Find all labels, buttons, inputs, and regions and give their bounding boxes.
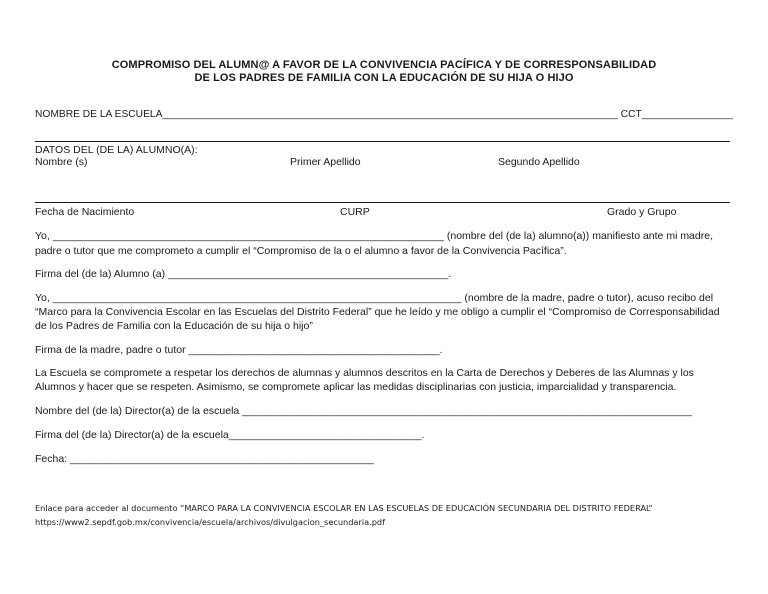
student-commitment-line-2: padre o tutor que me comprometo a cumplir el “Compromiso de la o el alumno a favor de la Convivencia Pacífica”.	[35, 245, 567, 257]
student-commitment-line-1: Yo, ___________________________________________________________________ (nombre del (de la) alumno(a)) manifiesto ante mi madre,	[35, 230, 713, 242]
name-label: Nombre (s)	[35, 156, 88, 168]
footer-url-link[interactable]: https://www2.sepdf.gob.mx/convivencia/escuela/archivos/divulgacion_secundaria.pdf	[35, 517, 385, 527]
student-data-top-rule	[35, 141, 730, 142]
parent-commitment-line-1: Yo, ______________________________________________________________________ (nombre de la madre, padre o tutor), acuso recibo del	[35, 292, 714, 304]
student-signature-field: Firma del (de la) Alumno (a) ________________________________________________.	[35, 268, 452, 280]
curp-label: CURP	[340, 206, 370, 218]
document-title-line-1: COMPROMISO DEL ALUMN@ A FAVOR DE LA CONVIVENCIA PACÍFICA Y DE CORRESPONSABILIDAD	[111, 59, 657, 71]
date-field: Fecha: ____________________________________________________	[35, 453, 374, 465]
footer-link-label: Enlace para acceder al documento “MARCO PARA LA CONVIVENCIA ESCOLAR EN LAS ESCUELAS DE EDUCACIÓN SECUNDARIA DEL DISTRITO FEDERAL”	[35, 503, 653, 513]
birth-date-label: Fecha de Nacimiento	[35, 206, 135, 218]
second-surname-label: Segundo Apellido	[498, 156, 580, 168]
school-commitment-line-2: Alumnos y hacer que se respeten. Asimismo, se compromete aplicar las medidas disciplinarias con justicia, imparcialidad y transparencia.	[35, 381, 677, 393]
parent-commitment-line-2: “Marco para la Convivencia Escolar en las Escuelas del Distrito Federal” que he leído y me obligo a cumplir el “Compromiso de Corresponsabilidad	[35, 306, 720, 318]
director-signature-field: Firma del (de la) Director(a) de la escuela_________________________________.	[35, 429, 425, 441]
school-name-field: NOMBRE DE LA ESCUELA________________________________________________________________________________ CCT________________	[35, 108, 733, 120]
grade-group-label: Grado y Grupo	[607, 206, 677, 218]
student-data-middle-rule	[35, 202, 730, 203]
parent-signature-field: Firma de la madre, padre o tutor ___________________________________________.	[35, 344, 443, 356]
first-surname-label: Primer Apellido	[290, 156, 361, 168]
director-name-field: Nombre del (de la) Director(a) de la escuela _____________________________________________________________________________	[35, 405, 692, 417]
document-title-line-2: DE LOS PADRES DE FAMILIA CON LA EDUCACIÓN DE SU HIJA O HIJO	[194, 72, 574, 84]
student-section-title: DATOS DEL (DE LA) ALUMNO(A):	[35, 144, 198, 156]
parent-commitment-line-3: de los Padres de Familia con la Educación de su hija o hijo”	[35, 320, 313, 332]
school-commitment-line-1: La Escuela se compromete a respetar los derechos de alumnas y alumnos descritos en la Carta de Derechos y Deberes de las Alumnas y los	[35, 367, 694, 379]
